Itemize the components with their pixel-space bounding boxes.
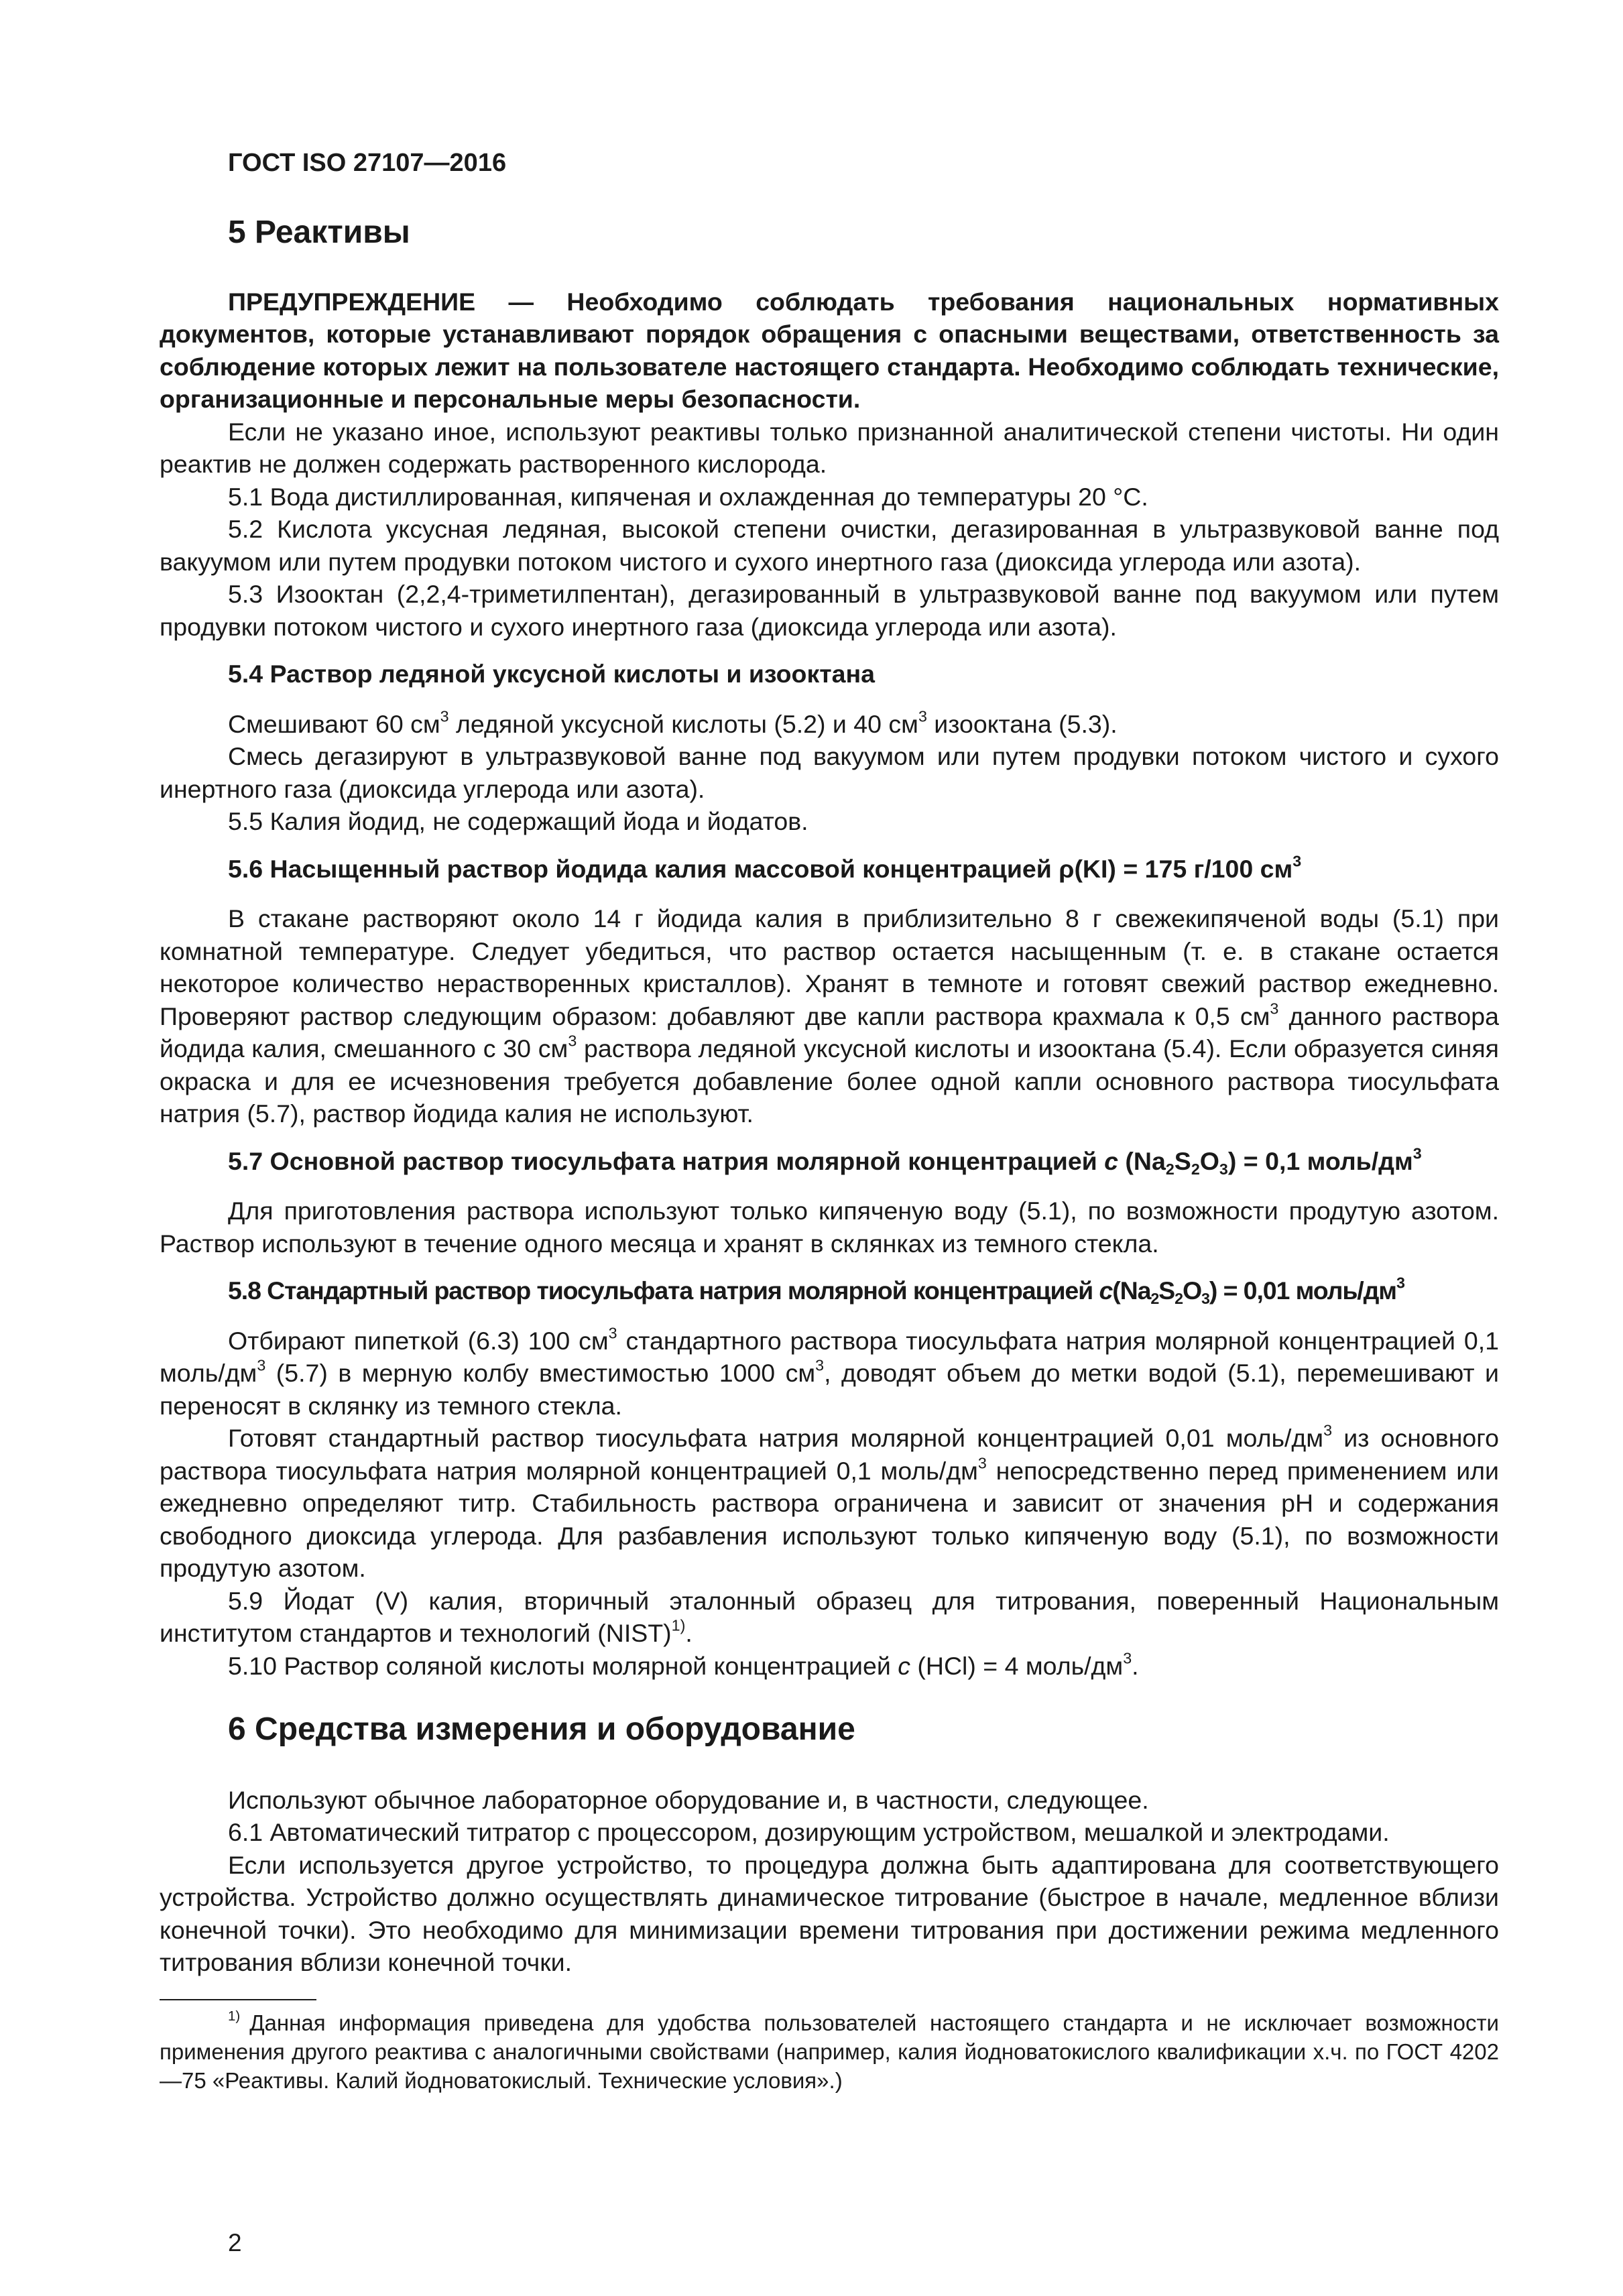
clause-5-2: 5.2 Кислота уксусная ледяная, высокой степени очистки, дегазированная в ультразвуковой ванне под вакуумом или путем продувки потоком чистого и сухого инертного газа (диоксида углерода или азота). [160, 515, 1499, 576]
footnote-mark: 1) [228, 2008, 241, 2025]
clause-5-6-body: В стакане растворяют около 14 г йодида калия в приблизительно 8 г свежекипяченой воды (5.1) при комнатной температуре. Следует убедиться, что раствор остается насыщенным (т. е. в стакане остается некоторое количество нерастворенных кристаллов). Хранят в темноте и готовят свежий раствор ежедневно. Проверяют раствор следующим образом: добавляют две капли раствора крахмала к 0,5 $см^3$ данного раствора йодида калия, смешанного с 30 $см^3$ раствора ледяной уксусной кислоты и изооктана (5.4). Если образуется синяя окраска и для ее исчезновения требуется добавление более одной капли основного раствора тиосульфата натрия (5.7), раствор йодида калия не используют. [160, 904, 1499, 1128]
clause-5-4-degassing: Смесь дегазируют в ультразвуковой ванне под вакуумом или путем продувки потоком чистого и сухого инертного газа (диоксида углерода или азота). [160, 742, 1499, 803]
clause-5-7-body: Для приготовления раствора используют только кипяченую воду (5.1), по возможности продутую азотом. Раствор используют в течение одного месяца и хранят в склянках из темного стекла. [160, 1197, 1499, 1258]
warning-paragraph: ПРЕДУПРЕЖДЕНИЕ — Необходимо соблюдать требования национальных нормативных документов, которые устанавливают порядок обращения с опасными веществами, ответственность за соблюдение которых лежит на пользователе настоящего стандарта. Необходимо соблюдать технические, организационные и персональные меры безопасности. [160, 287, 1499, 414]
clause-5-9: 5.9 Йодат (V) калия, вторичный эталонный образец для титрования, поверенный Национальным институтом стандартов и технологий (NIST)$^{1)}$. [160, 1586, 1499, 1648]
clause-5-8-standard: Готовят стандартный раствор тиосульфата натрия молярной концентрацией 0,01 моль/$дм^3$ из основного раствора тиосульфата натрия молярной концентрацией 0,1 моль/$дм^3$ непосредственно перед применением или ежедневно определяют титр. Стабильность раствора ограничена и зависит от значения рН и содержания свободного диоксида углерода. Для разбавления используют только кипяченую воду (5.1), по возможности продутую азотом. [160, 1421, 1499, 1583]
reagents-intro: Если не указано иное, используют реактивы только признанной аналитической степени чистоты. Ни один реактив не должен содержать растворенного кислорода. [160, 417, 1499, 479]
footnote [160, 2008, 1499, 2095]
page-content [160, 213, 1499, 2095]
clause-5-8-pipette: Отбирают пипеткой (6.3) 100 $см^3$ стандартного раствора тиосульфата натрия молярной концентрацией 0,1 моль/$дм^3$ (5.7) в мерную колбу вместимостью 1000 $см^3$, доводят объем до метки водой (5.1), перемешивают и переносят в склянку из темного стекла. [160, 1324, 1499, 1420]
section-6-title: 6 Средства измерения и оборудование [228, 1711, 855, 1748]
clause-5-3: 5.3 Изооктан (2,2,4-триметилпентан), дегазированный в ультразвуковой ванне под вакуумом или путем продувки потоком чистого и сухого инертного газа (диоксида углерода или азота). [160, 580, 1499, 641]
page-number: 2 [228, 2229, 242, 2256]
clause-5-4-heading: 5.4 Раствор ледяной уксусной кислоты и изооктана [228, 660, 875, 688]
section-5-title: 5 Реактивы [228, 215, 410, 250]
clause-5-10: 5.10 Раствор соляной кислоты молярной концентрацией c (HCl) = 4 моль/$дм^3$. [228, 1649, 1139, 1680]
clause-6-1: 6.1 Автоматический титратор с процессором, дозирующим устройством, мешалкой и электродами. [228, 1818, 1390, 1847]
document-code: ГОСТ ISO 27107—2016 [228, 149, 507, 177]
clause-5-4-mixing: Смешивают 60 $см^3$ ледяной уксусной кислоты (5.2) и 40 $см^3$ изооктана (5.3). [228, 707, 1118, 738]
footnote-reference: 1) [671, 1616, 686, 1634]
clause-5-1: 5.1 Вода дистиллированная, кипяченая и охлажденная до температуры 20 °С. [228, 482, 1148, 511]
equipment-intro: Используют обычное лабораторное оборудование и, в частности, следующее. [228, 1785, 1149, 1814]
clause-5-8-heading: 5.8 Стандартный раствор тиосульфата натрия молярной концентрацией $c(Na_2S_2O_3) = 0,01$ моль/$дм^3$ [228, 1274, 1404, 1308]
clause-5-6-heading: 5.6 Насыщенный раствор йодида калия массовой концентрацией ρ(KI) = 175 г/100 $см^3$ [228, 852, 1302, 883]
footnote-text: $^{1)}$ Данная информация приведена для удобства пользователей настоящего стандарта и не исключает возможности применения другого реактива с аналогичными свойствами (например, калия йодноватокислого квалификации х.ч. по ГОСТ 4202—75 «Реактивы. Калий йодноватокислый. Технические условия».) [160, 2008, 1499, 2093]
clause-5-5: 5.5 Калия йодид, не содержащий йода и йодатов. [228, 807, 808, 836]
clause-5-7-heading: 5.7 Основной раствор тиосульфата натрия молярной концентрацией c $(Na_2S_2O_3) = 0,1$ моль/$дм^3$ [228, 1144, 1422, 1178]
footnote-divider [160, 1999, 316, 2000]
clause-6-1-note: Если используется другое устройство, то процедура должна быть адаптирована для соответствующего устройства. Устройство должно осуществлять динамическое титрование (быстрое в начале, медленное вблизи конечной точки). Это необходимо для минимизации времени титрования при достижении режима медленного титрования вблизи конечной точки. [160, 1850, 1499, 1977]
